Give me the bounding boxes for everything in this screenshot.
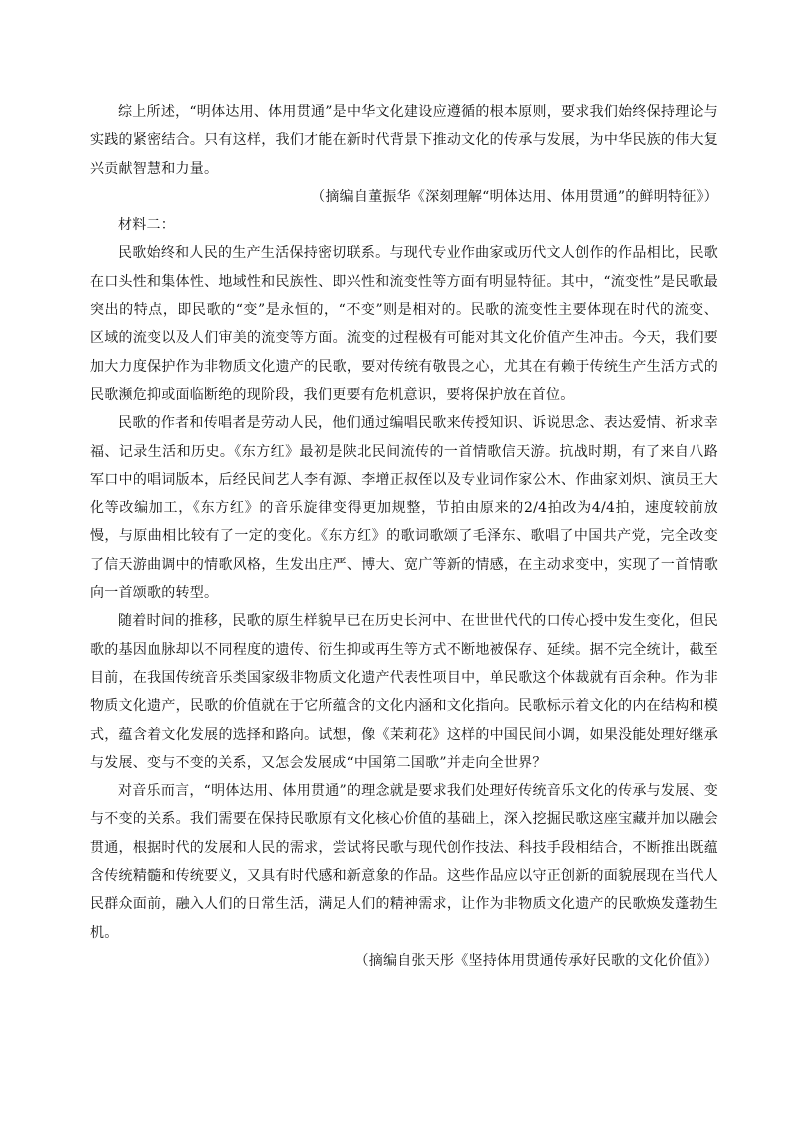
paragraph-heritage: 随着时间的推移，民歌的原生样貌早已在历史长河中、在世世代代的口传心授中发生变化，但民歌的基因血脉却以不同程度的遗传、衍生抑或再生等方式不断地被保存、延续。据不完全统计，截至目前，在我国传统音乐类国家级非物质文化遗产代表性项目中，单民歌这个体裁就有百余种。作为非物质文化遗产，民歌的价值就在于它所蕴含的文化内涵和文化指向。民歌标示着文化的内在结构和模式，蕴含着文化发展的选择和路向。试想，像《茉莉花》这样的中国民间小调，如果没能处理好继承与发展、变与不变的关系，又怎会发展成“中国第二国歌”并走向全世界？ bbox=[90, 613, 718, 771]
source-citation-2: （摘编自张天彤《坚持体用贯通传承好民歌的文化价值》） bbox=[354, 952, 718, 969]
paragraph-folk-song-features: 民歌始终和人民的生产生活保持密切联系。与现代专业作曲家或历代文人创作的作品相比，民歌在口头性和集体性、地域性和民族性、即兴性和流变性等方面有明显特征。其中，“流变性”是民歌最突出的特点，即民歌的“变”是永恒的，“不变”则是相对的。民歌的流变性主要体现在时代的流变、区域的流变以及人们审美的流变等方面。流变的过程极有可能对其文化价值产生冲击。今天，我们要加大力度保护作为非物质文化遗产的民歌，要对传统有敬畏之心，尤其在有赖于传统生产生活方式的民歌濒危抑或面临断绝的现阶段，我们更要有危机意识，要将保护放在首位。 bbox=[90, 245, 718, 403]
paragraph-music-principle: 对音乐而言，“明体达用、体用贯通”的理念就是要求我们处理好传统音乐文化的传承与发展、变与不变的关系。我们需要在保持民歌原有文化核心价值的基础上，深入挖掘民歌这座宝藏并加以融会贯通，根据时代的发展和人民的需求，尝试将民歌与现代创作技法、科技手段相结合，不断推出既蕴含传统精髓和传统要义，又具有时代感和新意象的作品。这些作品应以守正创新的面貌展现在当代人民群众面前，融入人们的日常生活，满足人们的精神需求，让作为非物质文化遗产的民歌焕发蓬勃生机。 bbox=[90, 783, 718, 941]
document-body bbox=[90, 98, 718, 975]
paragraph-dongfanghong: 民歌的作者和传唱者是劳动人民，他们通过编唱民歌来传授知识、诉说思念、表达爱情、祈求幸福、记录生活和历史。《东方红》最初是陕北民间流传的一首情歌信天游。抗战时期，有了来自八路军口中的唱词版本，后经民间艺人李有源、李增正叔侄以及专业词作家公木、作曲家刘炽、演员王大化等改编加工，《东方红》的音乐旋律变得更加规整，节拍由原来的2/4拍改为4/4拍，速度较前放慢，与原曲相比较有了一定的变化。《东方红》的歌词歌颂了毛泽东、歌唱了中国共产党，完全改变了信天游曲调中的情歌风格，生发出庄严、博大、宽广等新的情感，在主动求变中，实现了一首情歌向一首颂歌的转型。 bbox=[90, 415, 718, 602]
source-citation-1: （摘编自董振华《深刻理解“明体达用、体用贯通”的鲜明特征》） bbox=[311, 188, 718, 205]
material-two-heading: 材料二： bbox=[118, 217, 175, 234]
paragraph-conclusion: 综上所述，“明体达用、体用贯通”是中华文化建设应遵循的根本原则，要求我们始终保持理论与实践的紧密结合。只有这样，我们才能在新时代背景下推动文化的传承与发展，为中华民族的伟大复兴贡献智慧和力量。 bbox=[90, 104, 718, 177]
